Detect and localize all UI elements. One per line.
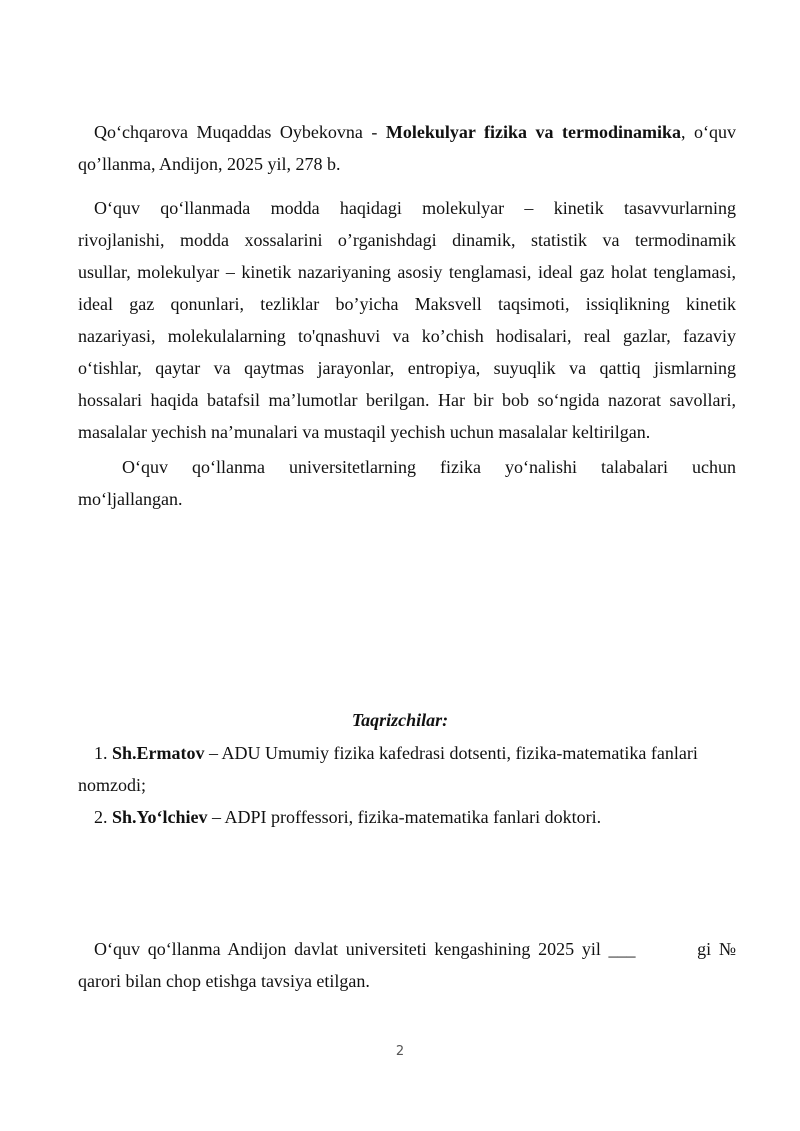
annotation-paragraph — [78, 192, 736, 448]
annotation-line: usullar, molekulyar – kinetik nazariyaning asosiy tenglamasi, ideal gaz holat tenglamasi, — [78, 262, 736, 282]
annotation-line: o‘tishlar, qaytar va qaytmas jarayonlar, entropiya, suyuqlik va qattiq jismlarning — [78, 358, 736, 378]
annotation-line: hossalari haqida batafsil ma’lumotlar berilgan. Har bir bob so‘ngida nazorat savollari, — [78, 390, 736, 410]
citation-author: Qo‘chqarova Muqaddas Oybekovna - — [94, 122, 386, 142]
page-number: 2 — [395, 1044, 405, 1059]
reviewer-line-continued: nomzodi; — [78, 775, 146, 795]
citation-line-2: qo’llanma, Andijon, 2025 yil, 278 b. — [78, 154, 341, 174]
citation-tail: , o‘quv — [681, 122, 736, 142]
reviewer-line — [78, 801, 736, 833]
reviewer-number: 1. — [94, 743, 112, 763]
recommendation-line-1: O‘quv qo‘llanma Andijon davlat universiteti kengashining 2025 yil ___ gi № — [94, 939, 736, 959]
reviewer-number: 2. — [94, 807, 112, 827]
recommendation-paragraph — [78, 933, 736, 997]
annotation-line: nazariyasi, molekulalarning to'qnashuvi va ko’chish hodisalari, real gazlar, fazaviy — [78, 326, 736, 346]
citation-paragraph — [78, 116, 736, 180]
reviewer-description: – ADPI proffessori, fizika-matematika fanlari doktori. — [207, 807, 602, 827]
reviewers-heading: Taqrizchilar: — [351, 710, 449, 730]
annotation-line: rivojlanishi, modda xossalarini o’rganishdagi dinamik, statistik va termodinamik — [78, 230, 736, 250]
reviewers-list — [78, 737, 736, 833]
reviewer-item — [78, 801, 736, 833]
reviewer-line — [78, 737, 736, 769]
annotation-line: O‘quv qo‘llanmada modda haqidagi molekulyar – kinetik tasavvurlarning — [94, 198, 736, 218]
audience-line-1: O‘quv qo‘llanma universitetlarning fizika yo‘nalishi talabalari uchun — [122, 457, 736, 477]
annotation-line: masalalar yechish na’munalari va mustaqil yechish uchun masalalar keltirilgan. — [78, 422, 651, 442]
recommendation-line-2: qarori bilan chop etishga tavsiya etilgan. — [78, 971, 370, 991]
reviewer-description: – ADU Umumiy fizika kafedrasi dotsenti, fizika-matematika fanlari — [204, 743, 698, 763]
citation-line-1 — [78, 116, 736, 148]
audience-paragraph — [78, 451, 736, 515]
reviewer-name: Sh.Ermatov — [112, 743, 205, 763]
reviewer-name: Sh.Yo‘lchiev — [112, 807, 208, 827]
reviewer-item — [78, 737, 736, 801]
annotation-line: ideal gaz qonunlari, tezliklar bo’yicha Maksvell taqsimoti, issiqlikning kinetik — [78, 294, 736, 314]
book-title: Molekulyar fizika va termodinamika — [385, 122, 681, 142]
audience-line-2: mo‘ljallangan. — [78, 489, 183, 509]
